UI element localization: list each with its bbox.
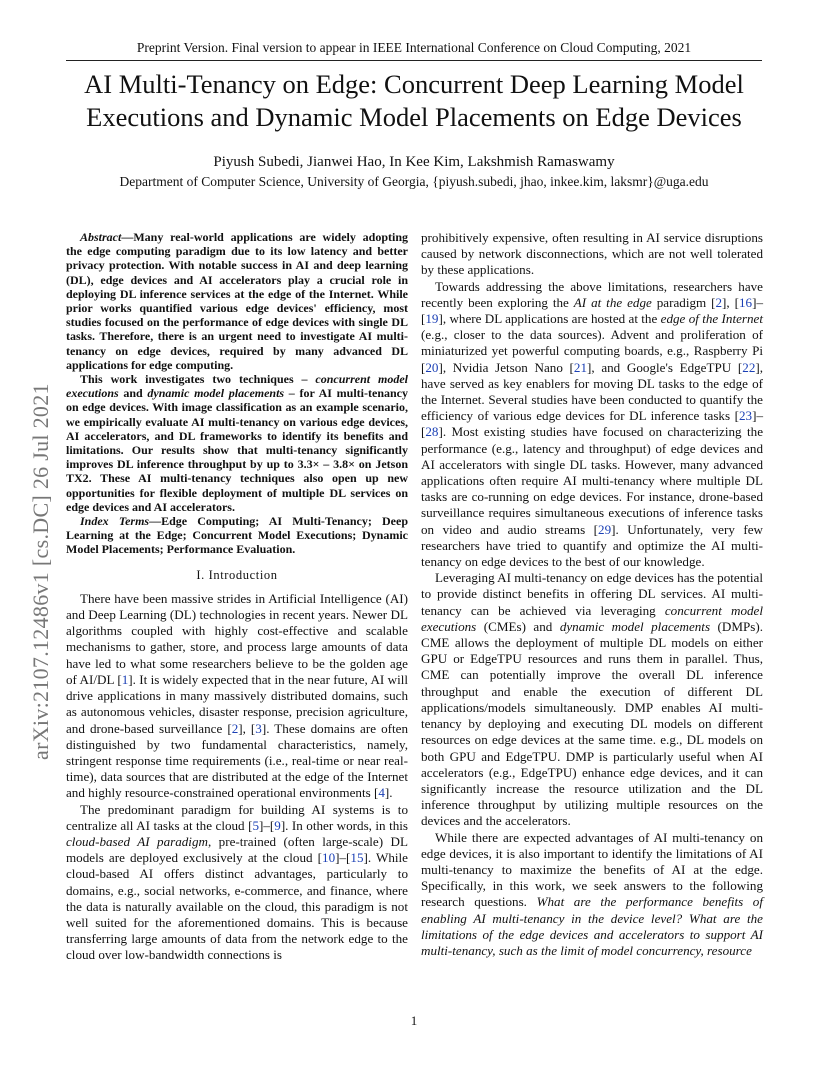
citation-link[interactable]: 16 bbox=[738, 294, 753, 310]
abstract-paragraph-1: Abstract—Many real-world applications are widely adopting the edge computing paradigm due to its low latency and better privacy protection. With notable success in AI and deep learning (DL), edge devices and AI accelerators play a crucial role in deploying DL inference services at the edge of the Internet. While prior works quantified various edge devices' efficiency, most studies focused on the performance of edge devices with single DL tasks. Therefore, there is an urgent need to investigate AI multi-tenancy on edge devices, required by many advanced DL applications for edge computing. bbox=[66, 230, 408, 372]
right-column bbox=[421, 230, 763, 959]
arxiv-stamp: arXiv:2107.12486v1 [cs.DC] 26 Jul 2021 bbox=[28, 383, 53, 760]
preprint-note: Preprint Version. Final version to appear in IEEE International Conference on Cloud Computing, 2021 bbox=[136, 40, 692, 55]
citation-link[interactable]: 20 bbox=[425, 359, 439, 375]
citation-link[interactable]: 15 bbox=[350, 850, 364, 866]
title-line-2: Executions and Dynamic Model Placements on Edge Devices bbox=[86, 102, 742, 132]
author-list: Piyush Subedi, Jianwei Hao, In Kee Kim, Lakshmish Ramaswamy bbox=[213, 154, 615, 170]
intro-paragraph-1: There have been massive strides in Artificial Intelligence (AI) and Deep Learning (DL) technologies in recent years. Newer DL algorithms coupled with highly cost-effective and scalable mechanisms to gather, store, and process large amounts of data have led to what some researchers believe to be the golden age of AI/DL [1]. It is widely expected that in the near future, AI will drive applications in many massively distributed domains, such as autonomous vehicles, disaster response, precision agriculture, and drone-based surveillance [2], [3]. These domains are often distinguished by two fundamental characteristics, namely, stringent response time requirements (i.e., real-time or near real-time), data sources that are distributed at the edge of the Internet and highly resource-constrained operational environments [4]. bbox=[66, 590, 409, 801]
intro-paragraph-5: While there are expected advantages of AI multi-tenancy on edge devices, it is also important to identify the limitations of AI multi-tenancy to maximize the benefits of AI at the edge. Specifically, in this work, we seek answers to the following research questions. What are the performance benefits of enabling AI multi-tenancy in the device level? What are the limitations of the edge devices and accelerators to support AI multi-tenancy, such as the limit of model concurrency, resource bbox=[421, 829, 763, 958]
citation-link[interactable]: 19 bbox=[425, 311, 439, 327]
citation-link[interactable]: 1 bbox=[121, 671, 129, 687]
citation-link[interactable]: 23 bbox=[738, 408, 753, 424]
citation-link[interactable]: 22 bbox=[742, 359, 756, 375]
citation-link[interactable]: 5 bbox=[252, 817, 259, 833]
intro-paragraph-2: The predominant paradigm for building AI systems is to centralize all AI tasks at the cloud [5]–[9]. In other words, in this cloud-based AI paradigm, pre-trained (often large-scale) DL models are deployed exclusively at the cloud [10]–[15]. While cloud-based AI offers distinct advantages, particularly to domains, e.g., social networks, e-commerce, and finance, where the data is naturally available on the cloud, this paradigm is not well suited for the aforementioned domains. This is because transferring large amounts of data from the network edge to the cloud over low-bandwidth connections is bbox=[66, 801, 408, 963]
affiliation: Department of Computer Science, University of Georgia, {piyush.subedi, jhao, inkee.kim, laksmr}@uga.edu bbox=[119, 174, 709, 189]
abstract-label: Abstract bbox=[80, 230, 122, 244]
citation-link[interactable]: 28 bbox=[425, 424, 439, 440]
intro-paragraph-2-continued: prohibitively expensive, often resulting in AI service disruptions caused by network disconnections, which are not well tolerated by these applications. bbox=[421, 230, 763, 278]
index-terms-label: Index Terms bbox=[80, 514, 150, 529]
section-heading-introduction: I. Introduction bbox=[196, 567, 278, 582]
citation-link[interactable]: 4 bbox=[378, 785, 385, 801]
citation-link[interactable]: 2 bbox=[231, 720, 239, 736]
intro-paragraph-3: Towards addressing the above limitations, researchers have recently been exploring the AI at the edge paradigm [2], [16]–[19], where DL applications are hosted at the edge of the Internet (e.g., closer to the data sources). Advent and proliferation of miniaturized yet powerful computing boards, e.g., Raspberry Pi [20], Nvidia Jetson Nano [21], and Google's EdgeTPU [22], have served as key enablers for moving DL tasks to the edge of the Internet. Several studies have been conducted to quantify the efficiency of various edge devices for DL inference tasks [23]–[28]. Most existing studies have focused on characterizing the performance (e.g., latency and throughput) of edge devices and AI accelerators with single DL tasks. However, many advanced applications often require AI multi-tenancy where multiple DL tasks are co-running on edge devices. For instance, drone-based surveillance requires simultaneous executions of inference tasks on video and audio streams [29]. Unfortunately, very few researchers have tried to quantify and optimize the AI multi-tenancy on edge devices to the best of our knowledge. bbox=[421, 278, 764, 570]
header-rule bbox=[66, 60, 762, 61]
citation-link[interactable]: 29 bbox=[598, 521, 612, 537]
citation-link[interactable]: 9 bbox=[274, 817, 281, 833]
paper-title bbox=[40, 68, 788, 134]
citation-link[interactable]: 21 bbox=[573, 359, 588, 375]
intro-paragraph-4: Leveraging AI multi-tenancy on edge devices has the potential to provide distinct benefits in offering DL services. AI multi-tenancy can be achieved via leveraging concurrent model executions (CMEs) and dynamic model placements (DMPs). CME allows the deployment of multiple DL models on either GPU or EdgeTPU resources and runs them in parallel. Thus, CME can potentially improve the overall DL inference throughput and enable the execution of different DL applications/models simultaneously. DMP enables AI multi-tenancy by deploying and executing DL models on different resources on edge devices at the same time. e.g., DL models on both GPU and EdgeTPU. DMP is particularly useful when AI accelerators (e.g., EdgeTPU) enhance edge devices, and it can significantly increase the resource utilization and the DL inference throughput by utilizing multiple resources on the devices and the accelerators. bbox=[421, 570, 763, 829]
index-terms: Index Terms—Edge Computing; AI Multi-Tenancy; Deep Learning at the Edge; Concurrent Model Executions; Dynamic Model Placements; Performance Evaluation. bbox=[66, 514, 408, 557]
citation-link[interactable]: 10 bbox=[322, 850, 336, 866]
title-line-1: AI Multi-Tenancy on Edge: Concurrent Deep Learning Model bbox=[84, 69, 744, 99]
left-column bbox=[66, 230, 408, 964]
abstract bbox=[66, 230, 408, 557]
page-number: 1 bbox=[410, 1013, 418, 1028]
abstract-paragraph-2: This work investigates two techniques – concurrent model executions and dynamic model placements – for AI multi-tenancy on edge devices. With image classification as an example scenario, we empirically evaluate AI multi-tenancy on various edge devices, AI accelerators, and DL frameworks to identify its benefits and limitations. Our results show that multi-tenancy significantly improves DL inference throughput by up to 3.3× – 3.8× on Jetson TX2. These AI multi-tenancy techniques also open up new opportunities for flexible deployment of multiple DL services on edge devices and AI accelerators. bbox=[66, 372, 408, 514]
citation-link[interactable]: 2 bbox=[715, 294, 723, 310]
citation-link[interactable]: 3 bbox=[255, 720, 262, 736]
